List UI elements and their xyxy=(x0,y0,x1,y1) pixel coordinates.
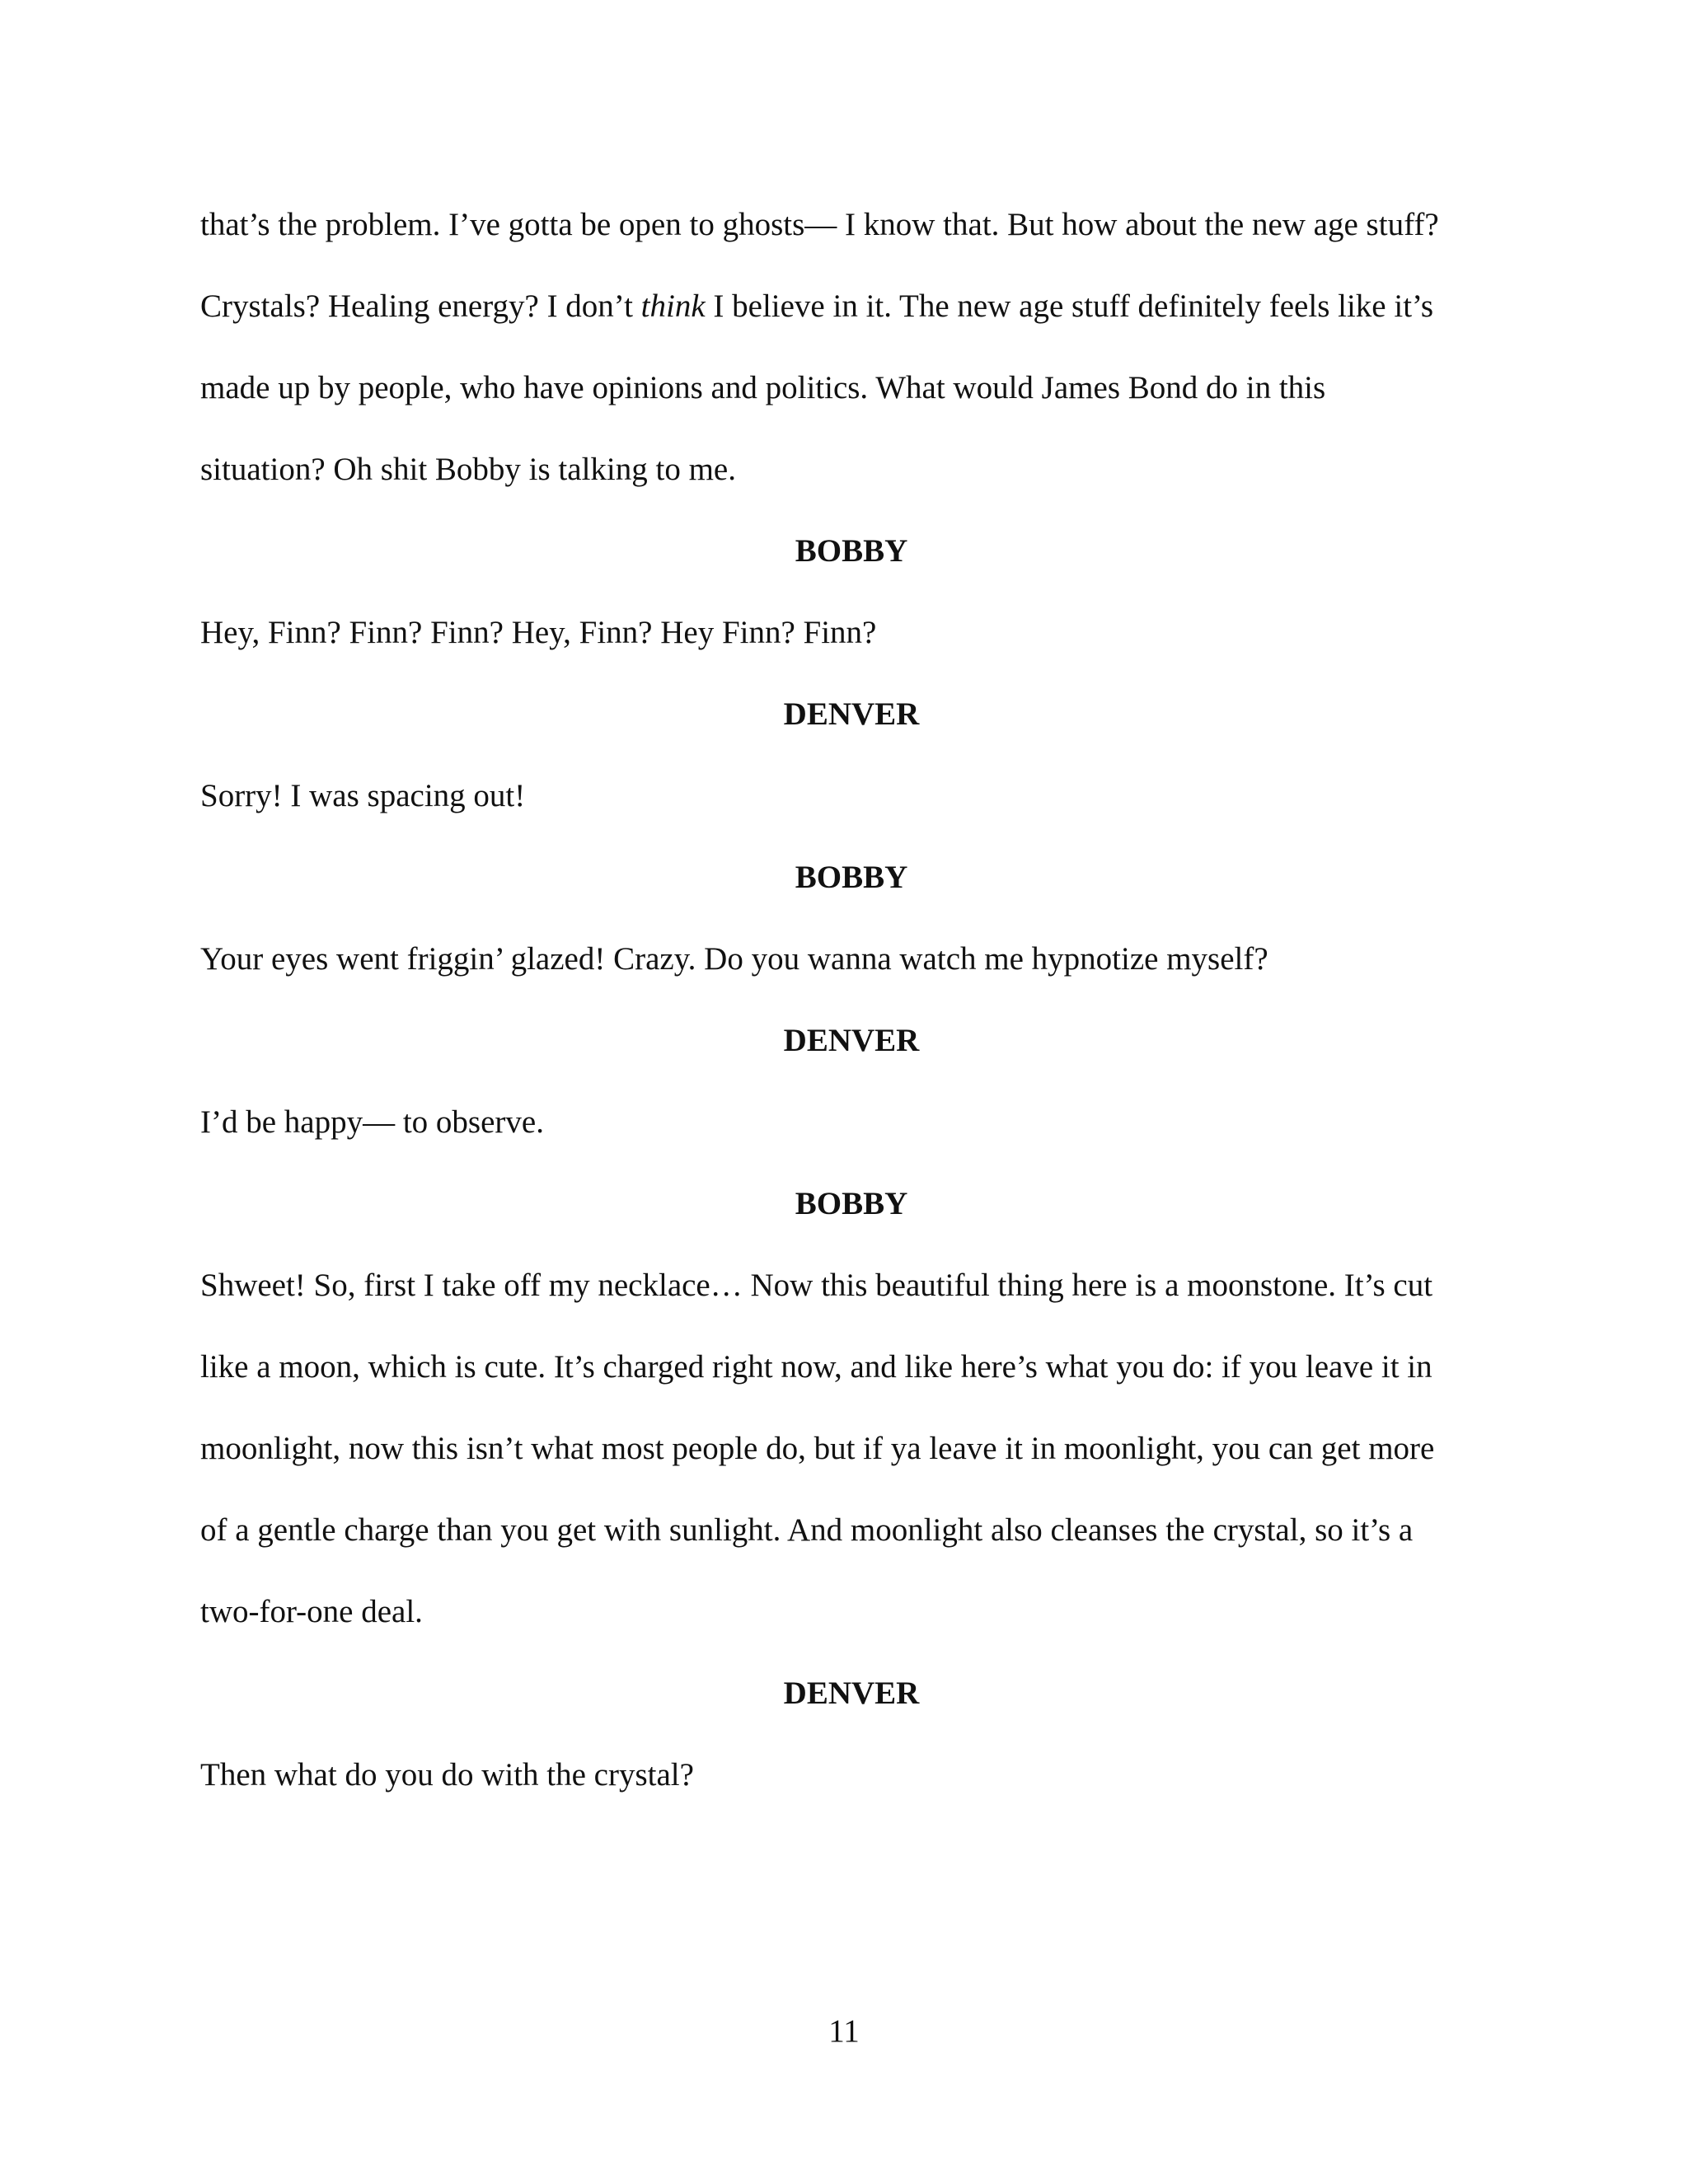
monologue-text: I believe in it. The new age stuff definitely feels like it’s xyxy=(705,288,1434,324)
dialogue-line: Shweet! So, first I take off my necklace… Now this beautiful thing here is a moonstone. It’s cut xyxy=(200,1268,1433,1303)
speaker-name: BOBBY xyxy=(795,1186,908,1221)
speaker-name: BOBBY xyxy=(795,533,908,569)
monologue-line: that’s the problem. I’ve gotta be open to ghosts— I know that. But how about the new age stuff? xyxy=(200,207,1439,242)
monologue-line xyxy=(200,265,1503,347)
script-body xyxy=(200,184,1503,1816)
speaker-name: DENVER xyxy=(783,1023,920,1058)
dialogue-line: I’d be happy— to observe. xyxy=(200,1104,544,1140)
dialogue-line: two-for-one deal. xyxy=(200,1594,423,1629)
speaker-name: DENVER xyxy=(783,1675,920,1711)
dialogue-line: like a moon, which is cute. It’s charged right now, and like here’s what you do: if you leave it in xyxy=(200,1349,1432,1385)
page-number: 11 xyxy=(828,2013,860,2049)
monologue-line: made up by people, who have opinions and politics. What would James Bond do in this xyxy=(200,370,1326,405)
speaker-name: DENVER xyxy=(783,696,920,732)
dialogue-line: Hey, Finn? Finn? Finn? Hey, Finn? Hey Finn? Finn? xyxy=(200,615,877,650)
dialogue-line: Then what do you do with the crystal? xyxy=(200,1757,694,1793)
dialogue-line: Sorry! I was spacing out! xyxy=(200,778,526,813)
speaker-name: BOBBY xyxy=(795,860,908,895)
monologue-line: situation? Oh shit Bobby is talking to me. xyxy=(200,452,736,487)
emphasis-text: think xyxy=(640,288,706,324)
monologue-text: Crystals? Healing energy? I don’t xyxy=(200,288,641,324)
dialogue-line: Your eyes went friggin’ glazed! Crazy. Do you wanna watch me hypnotize myself? xyxy=(200,941,1268,977)
dialogue-line: of a gentle charge than you get with sunlight. And moonlight also cleanses the crystal, so it’s a xyxy=(200,1512,1414,1548)
dialogue-line: moonlight, now this isn’t what most people do, but if ya leave it in moonlight, you can get more xyxy=(200,1431,1435,1466)
